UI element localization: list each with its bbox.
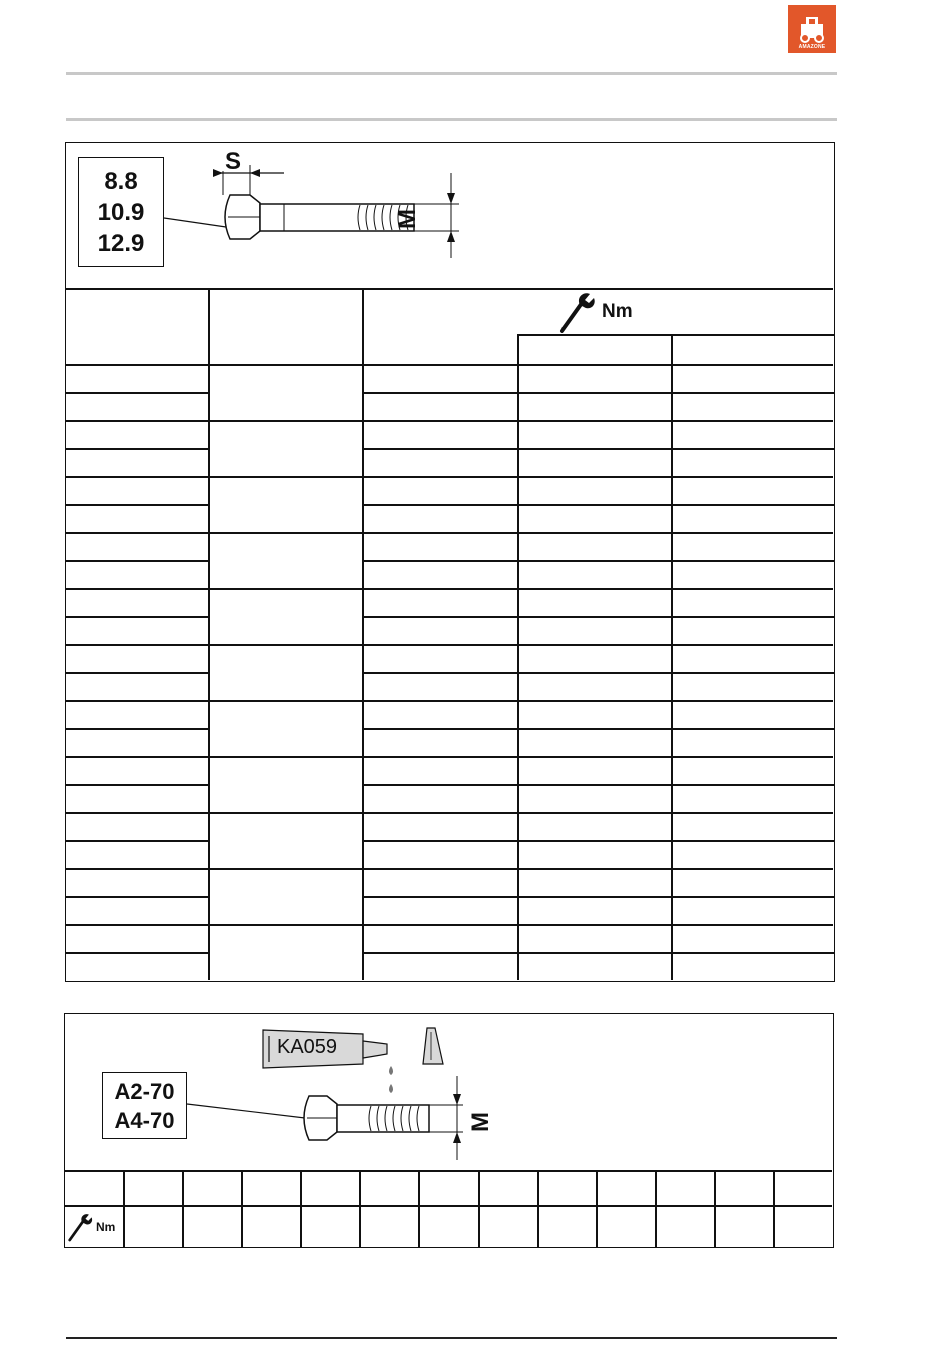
header-rule <box>66 72 837 75</box>
row-rule <box>362 392 835 394</box>
table2-top-rule <box>65 1170 832 1172</box>
tractor-icon <box>797 14 827 44</box>
torque-header <box>558 291 633 333</box>
col-divider <box>300 1170 302 1248</box>
grade-10-9: 10.9 <box>97 198 145 226</box>
col-divider-1 <box>208 288 210 980</box>
row-rule <box>362 448 835 450</box>
col-divider <box>359 1170 361 1248</box>
pair-rule <box>66 532 833 534</box>
dim-m-label: M <box>394 209 421 229</box>
row-rule <box>362 616 835 618</box>
col-divider <box>537 1170 539 1248</box>
pair-rule <box>66 476 833 478</box>
col-divider <box>241 1170 243 1248</box>
col-divider-3 <box>517 334 519 980</box>
pair-rule <box>66 756 833 758</box>
pair-rule <box>66 924 833 926</box>
col-divider <box>714 1170 716 1248</box>
row-rule <box>66 952 208 954</box>
grade-12-9: 12.9 <box>97 229 145 257</box>
row-rule <box>362 560 835 562</box>
subheader-rule <box>517 334 835 336</box>
col-divider <box>182 1170 184 1248</box>
bolt-diagram <box>164 143 464 273</box>
header-rule-2 <box>66 118 837 121</box>
col-divider-4 <box>671 334 673 980</box>
logo-wordmark: AMAZONE <box>798 44 826 50</box>
row-rule <box>66 392 208 394</box>
row-rule <box>66 896 208 898</box>
stainless-table-section <box>64 1013 834 1248</box>
pair-rule <box>66 420 833 422</box>
grade-box <box>78 157 164 267</box>
table-top-rule <box>66 288 833 290</box>
row-rule <box>362 840 835 842</box>
pair-rule <box>66 868 833 870</box>
row-rule <box>66 448 208 450</box>
footer-rule <box>66 1337 837 1339</box>
row-rule <box>362 728 835 730</box>
pair-rule <box>66 700 833 702</box>
row-rule <box>362 784 835 786</box>
grade-a2-70: A2-70 <box>114 1078 175 1104</box>
header-bottom-rule <box>66 364 833 366</box>
row-rule <box>362 952 835 954</box>
dim-m-label-2: M <box>467 1112 494 1132</box>
row-rule <box>362 504 835 506</box>
col-divider <box>773 1170 775 1248</box>
stainless-grade-box <box>102 1072 187 1139</box>
col-divider <box>596 1170 598 1248</box>
col-divider <box>418 1170 420 1248</box>
dim-s-label: S <box>225 148 242 175</box>
torque-unit-2: Nm <box>96 1220 116 1234</box>
pair-rule <box>66 812 833 814</box>
pair-rule <box>66 644 833 646</box>
torque-row-label <box>67 1212 115 1242</box>
grade-8-8: 8.8 <box>104 167 138 195</box>
grade-a4-70: A4-70 <box>114 1107 175 1133</box>
torque-table-section <box>65 142 835 982</box>
row-rule <box>66 784 208 786</box>
wrench-icon <box>558 291 596 333</box>
row-rule <box>362 672 835 674</box>
torque-unit: Nm <box>602 301 633 322</box>
row-rule <box>66 504 208 506</box>
row-rule <box>66 728 208 730</box>
pair-rule <box>66 588 833 590</box>
col-divider <box>478 1170 480 1248</box>
wrench-icon <box>67 1212 93 1242</box>
row-rule <box>66 840 208 842</box>
row-rule <box>362 896 835 898</box>
col-divider <box>655 1170 657 1248</box>
adhesive-label: KA059 <box>277 1036 338 1058</box>
row-rule <box>66 560 208 562</box>
row-rule <box>66 616 208 618</box>
table2-mid-rule <box>65 1205 832 1207</box>
col-divider <box>123 1170 125 1248</box>
amazone-logo <box>788 5 836 53</box>
row-rule <box>66 672 208 674</box>
